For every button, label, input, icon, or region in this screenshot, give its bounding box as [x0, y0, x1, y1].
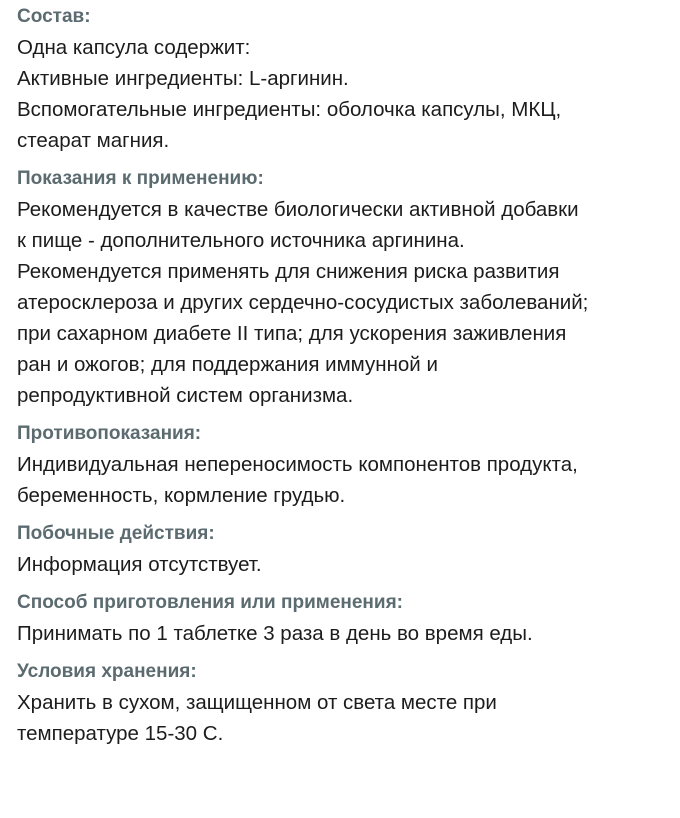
text-line: репродуктивной систем организма.	[17, 384, 354, 407]
text-line: Активные ингредиенты: L-аргинин.	[17, 67, 349, 90]
text-line: Информация отсутствует.	[17, 553, 262, 576]
text-line: ран и ожогов; для поддержания иммунной и	[17, 353, 438, 376]
section-title: Показания к применению:	[17, 168, 264, 189]
section-indications	[17, 166, 666, 411]
text-line: Хранить в сухом, защищенном от света месте при	[17, 691, 497, 714]
text-line: Одна капсула содержит:	[17, 36, 251, 59]
text-line: Вспомогательные ингредиенты: оболочка капсулы, МКЦ,	[17, 98, 562, 121]
section-body	[17, 618, 666, 649]
section-storage	[17, 659, 666, 749]
section-title: Состав:	[17, 6, 91, 27]
text-line: при сахарном диабете II типа; для ускорения заживления	[17, 322, 567, 345]
text-line: Принимать по 1 таблетке 3 раза в день во время еды.	[17, 622, 533, 645]
text-line: к пище - дополнительного источника аргинина.	[17, 229, 465, 252]
section-body	[17, 194, 666, 411]
section-title: Противопоказания:	[17, 423, 202, 444]
text-line: температуре 15-30 С.	[17, 722, 224, 745]
section-body	[17, 549, 666, 580]
section-contraindications	[17, 421, 666, 511]
text-line: атеросклероза и других сердечно-сосудистых заболеваний;	[17, 291, 589, 314]
section-title: Условия хранения:	[17, 661, 197, 682]
section-title: Побочные действия:	[17, 523, 215, 544]
text-line: стеарат магния.	[17, 129, 170, 152]
section-title: Способ приготовления или применения:	[17, 592, 404, 613]
text-line: Индивидуальная непереносимость компонентов продукта,	[17, 453, 578, 476]
section-body	[17, 687, 666, 749]
section-body	[17, 32, 666, 156]
section-body	[17, 449, 666, 511]
product-description	[17, 4, 666, 749]
text-line: Рекомендуется в качестве биологически активной добавки	[17, 198, 579, 221]
section-side-effects	[17, 521, 666, 580]
section-composition	[17, 4, 666, 156]
section-usage	[17, 590, 666, 649]
text-line: Рекомендуется применять для снижения риска развития	[17, 260, 560, 283]
text-line: беременность, кормление грудью.	[17, 484, 346, 507]
